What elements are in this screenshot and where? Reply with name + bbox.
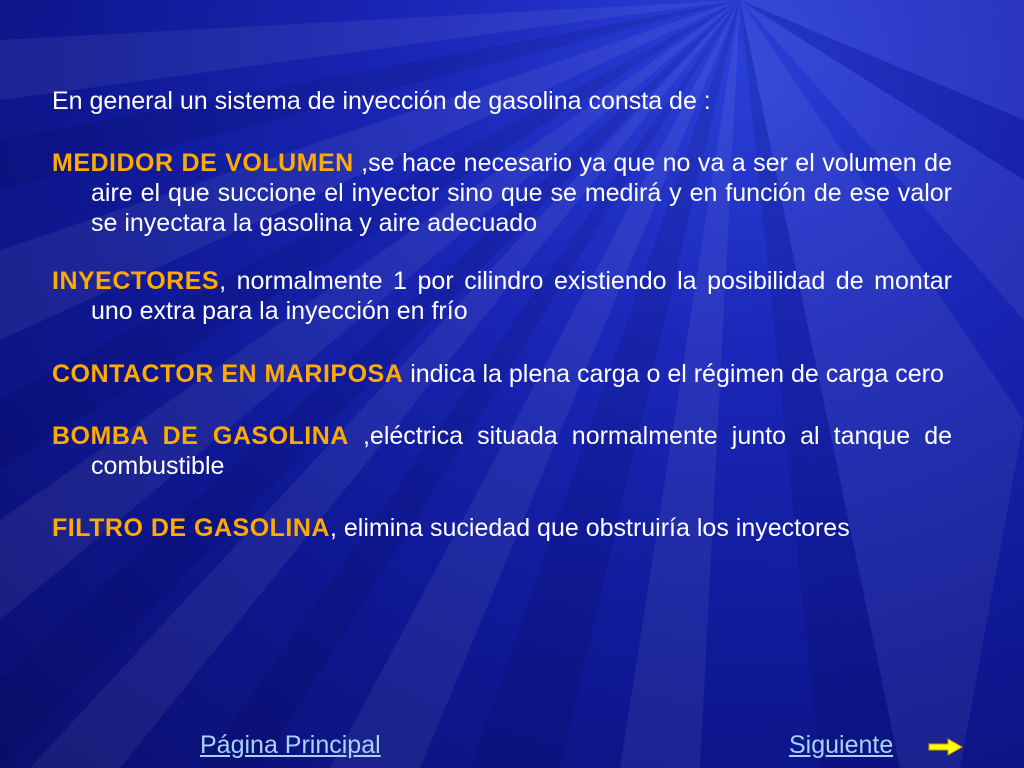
item-text: , elimina suciedad que obstruiría los inyectores bbox=[329, 514, 850, 542]
list-item-medidor bbox=[52, 148, 952, 238]
next-link[interactable]: Siguiente bbox=[789, 731, 894, 759]
slide-body bbox=[52, 86, 952, 543]
list-item-bomba bbox=[52, 421, 952, 481]
item-text: ,eléctrica situada normalmente junto al tanque de combustible bbox=[91, 422, 952, 480]
list-item-contactor bbox=[52, 359, 952, 389]
list-item-filtro bbox=[52, 513, 952, 543]
item-text: indica la plena carga o el régimen de carga cero bbox=[403, 360, 944, 388]
list-item-inyectores bbox=[52, 266, 952, 326]
item-keyword: MEDIDOR DE VOLUMEN bbox=[52, 149, 354, 177]
home-link[interactable]: Página Principal bbox=[200, 731, 381, 759]
item-keyword: FILTRO DE GASOLINA bbox=[52, 514, 330, 542]
item-keyword: INYECTORES bbox=[52, 267, 220, 295]
slide-intro bbox=[52, 86, 952, 116]
item-keyword: CONTACTOR EN MARIPOSA bbox=[52, 360, 404, 388]
item-text: ,se hace necesario ya que no va a ser el volumen de aire el que succione el inyector sino que se medirá y en función de ese valor se inyectara la gasolina y aire adecuado bbox=[91, 149, 952, 237]
intro-text: En general un sistema de inyección de gasolina consta de : bbox=[52, 87, 711, 115]
item-keyword: BOMBA DE GASOLINA bbox=[52, 422, 349, 450]
item-text: , normalmente 1 por cilindro existiendo la posibilidad de montar uno extra para la inyección en frío bbox=[91, 267, 952, 325]
arrow-right-icon[interactable] bbox=[928, 738, 964, 756]
